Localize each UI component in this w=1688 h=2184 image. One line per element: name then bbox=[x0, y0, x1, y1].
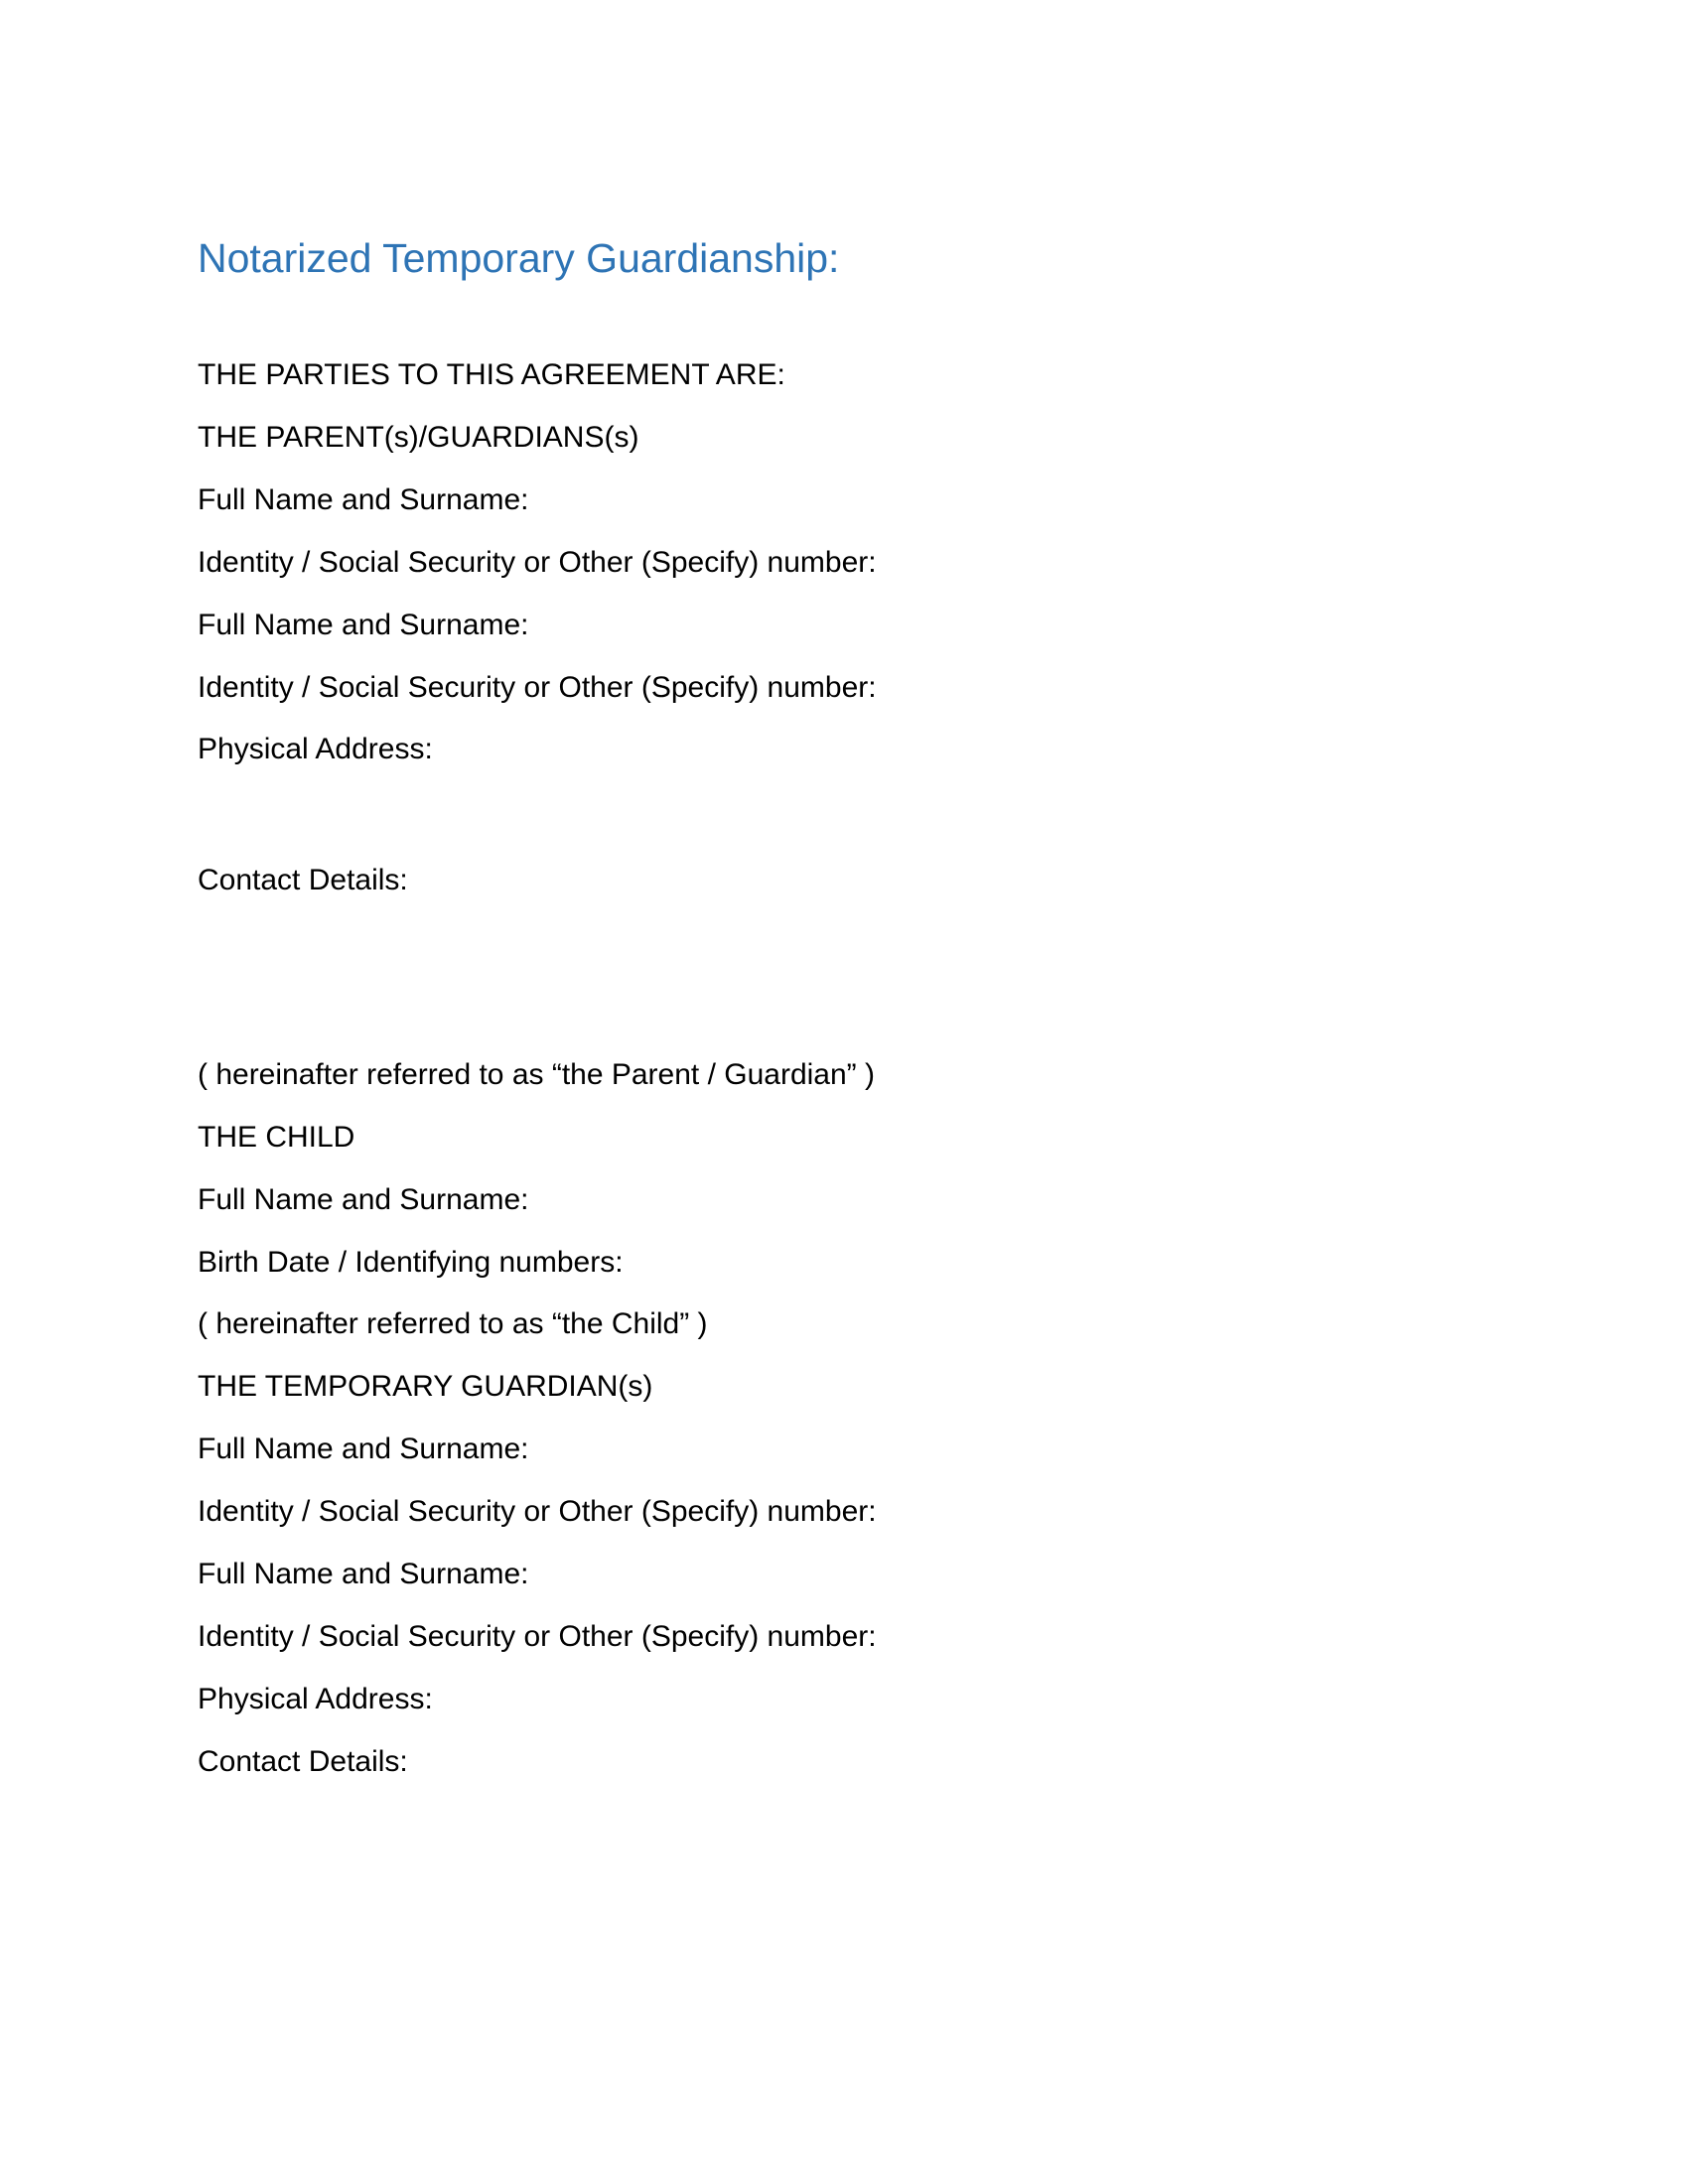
parties-heading: THE PARTIES TO THIS AGREEMENT ARE: bbox=[198, 358, 785, 391]
document-title: Notarized Temporary Guardianship: bbox=[198, 235, 840, 281]
guardian-physical-address-label: Physical Address: bbox=[198, 1683, 433, 1715]
parent-full-name-label-2: Full Name and Surname: bbox=[198, 609, 529, 641]
guardian-full-name-label-2: Full Name and Surname: bbox=[198, 1558, 529, 1590]
parent-physical-address-label: Physical Address: bbox=[198, 733, 433, 765]
parent-id-number-label-2: Identity / Social Security or Other (Specify) number: bbox=[198, 671, 877, 704]
guardian-id-number-label-1: Identity / Social Security or Other (Specify) number: bbox=[198, 1495, 877, 1528]
child-referred-as-note: ( hereinafter referred to as “the Child” ) bbox=[198, 1307, 708, 1340]
guardian-contact-details-label: Contact Details: bbox=[198, 1745, 408, 1778]
parent-id-number-label-1: Identity / Social Security or Other (Specify) number: bbox=[198, 546, 877, 579]
parent-contact-details-label: Contact Details: bbox=[198, 864, 408, 896]
parent-section-heading: THE PARENT(s)/GUARDIANS(s) bbox=[198, 421, 639, 454]
guardian-full-name-label-1: Full Name and Surname: bbox=[198, 1433, 529, 1465]
temporary-guardian-section-heading: THE TEMPORARY GUARDIAN(s) bbox=[198, 1370, 653, 1403]
child-section-heading: THE CHILD bbox=[198, 1121, 355, 1154]
guardian-id-number-label-2: Identity / Social Security or Other (Specify) number: bbox=[198, 1620, 877, 1653]
parent-referred-as-note: ( hereinafter referred to as “the Parent / Guardian” ) bbox=[198, 1058, 875, 1091]
child-birth-date-label: Birth Date / Identifying numbers: bbox=[198, 1246, 624, 1279]
child-full-name-label: Full Name and Surname: bbox=[198, 1183, 529, 1216]
parent-full-name-label-1: Full Name and Surname: bbox=[198, 483, 529, 516]
